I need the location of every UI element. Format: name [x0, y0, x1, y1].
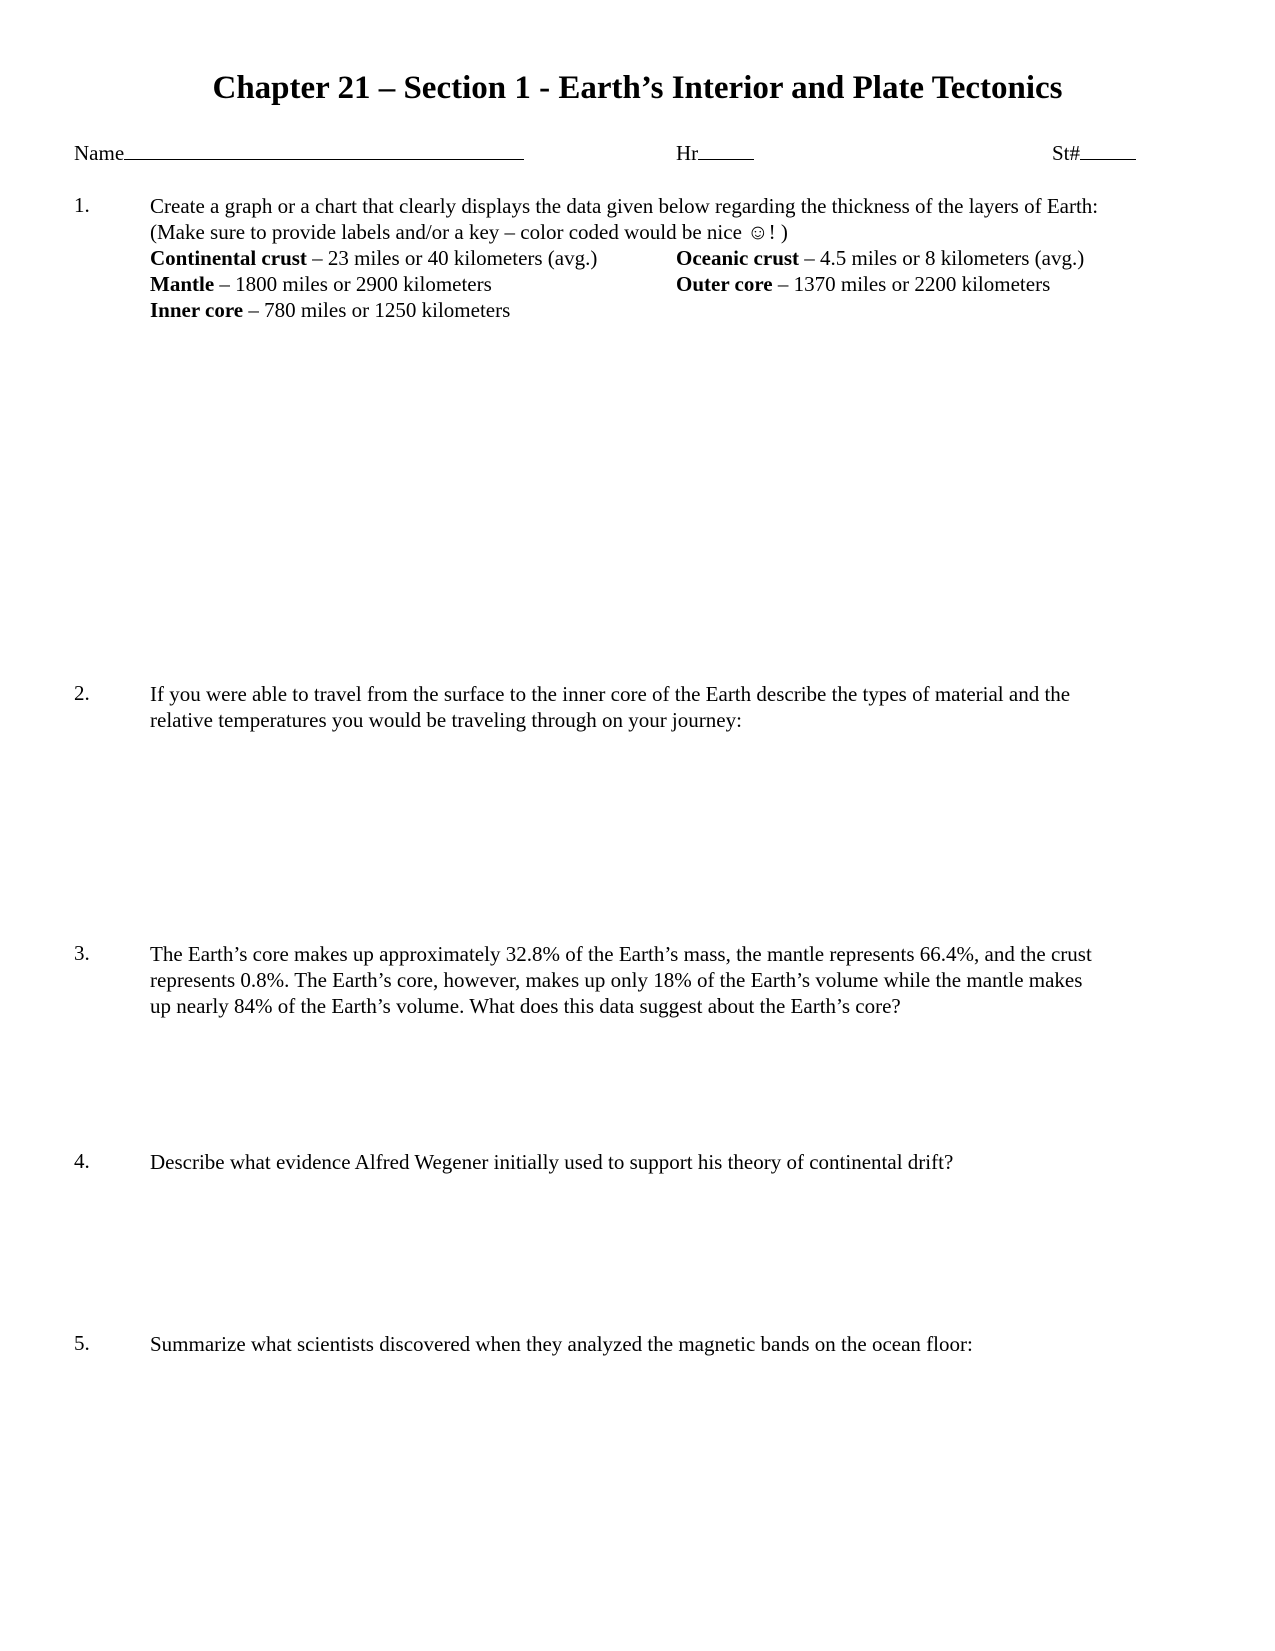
- question-4-number: 4.: [74, 1149, 90, 1173]
- name-blank[interactable]: [124, 139, 524, 160]
- layer-data-row-2: [150, 271, 1190, 297]
- mantle-term: Mantle: [150, 272, 215, 296]
- question-2-line-1: If you were able to travel from the surface to the inner core of the Earth describe the types of material and the: [150, 682, 1071, 706]
- question-3-line-3: up nearly 84% of the Earth’s volume. What does this data suggest about the Earth’s core?: [150, 994, 901, 1018]
- question-1-line-1: Create a graph or a chart that clearly displays the data given below regarding the thickness of the layers of Earth:: [150, 194, 1099, 218]
- inner-core-desc: – 780 miles or 1250 kilometers: [243, 298, 511, 322]
- hour-blank[interactable]: [698, 139, 754, 160]
- oceanic-crust-term: Oceanic crust: [676, 246, 800, 270]
- outer-core-term: Outer core: [676, 272, 773, 296]
- outer-core-entry: [676, 271, 1050, 297]
- question-2-line-2: relative temperatures you would be traveling through on your journey:: [150, 708, 742, 732]
- question-1-line-2: (Make sure to provide labels and/or a key – color coded would be nice ☺! ): [150, 220, 788, 244]
- continental-crust-desc: – 23 miles or 40 kilometers (avg.): [306, 246, 598, 270]
- hour-label: Hr: [676, 141, 699, 165]
- question-3-number: 3.: [74, 941, 90, 965]
- inner-core-entry: [150, 297, 510, 323]
- hour-field: [676, 139, 754, 166]
- student-number-blank[interactable]: [1080, 139, 1136, 160]
- page-title: Chapter 21 – Section 1 - Earth’s Interior and Plate Tectonics: [212, 70, 1063, 106]
- name-label: Name: [74, 141, 125, 165]
- outer-core-desc: – 1370 miles or 2200 kilometers: [772, 272, 1051, 296]
- layer-data-row-3: [150, 297, 1190, 323]
- layer-data-row-1: [150, 245, 1190, 271]
- name-field: [74, 139, 524, 166]
- student-number-field: [1052, 139, 1136, 166]
- question-4: [150, 1149, 1190, 1175]
- question-3: [150, 941, 1190, 1019]
- question-2-number: 2.: [74, 681, 90, 705]
- mantle-desc: – 1800 miles or 2900 kilometers: [214, 272, 492, 296]
- question-2: [150, 681, 1190, 733]
- question-5-number: 5.: [74, 1331, 90, 1355]
- oceanic-crust-entry: [676, 245, 1084, 271]
- question-5-line-1: Summarize what scientists discovered when they analyzed the magnetic bands on the ocean floor:: [150, 1332, 973, 1356]
- student-number-label: St#: [1052, 141, 1081, 165]
- question-1: [150, 193, 1190, 323]
- question-4-line-1: Describe what evidence Alfred Wegener initially used to support his theory of continental drift?: [150, 1150, 954, 1174]
- mantle-entry: [150, 271, 492, 297]
- oceanic-crust-desc: – 4.5 miles or 8 kilometers (avg.): [799, 246, 1085, 270]
- inner-core-term: Inner core: [150, 298, 244, 322]
- continental-crust-entry: [150, 245, 597, 271]
- question-3-line-2: represents 0.8%. The Earth’s core, however, makes up only 18% of the Earth’s volume while the mantle makes: [150, 968, 1083, 992]
- continental-crust-term: Continental crust: [150, 246, 307, 270]
- question-5: [150, 1331, 1190, 1357]
- question-3-line-1: The Earth’s core makes up approximately 32.8% of the Earth’s mass, the mantle represents 66.4%, and the crust: [150, 942, 1092, 966]
- question-1-number: 1.: [74, 193, 90, 217]
